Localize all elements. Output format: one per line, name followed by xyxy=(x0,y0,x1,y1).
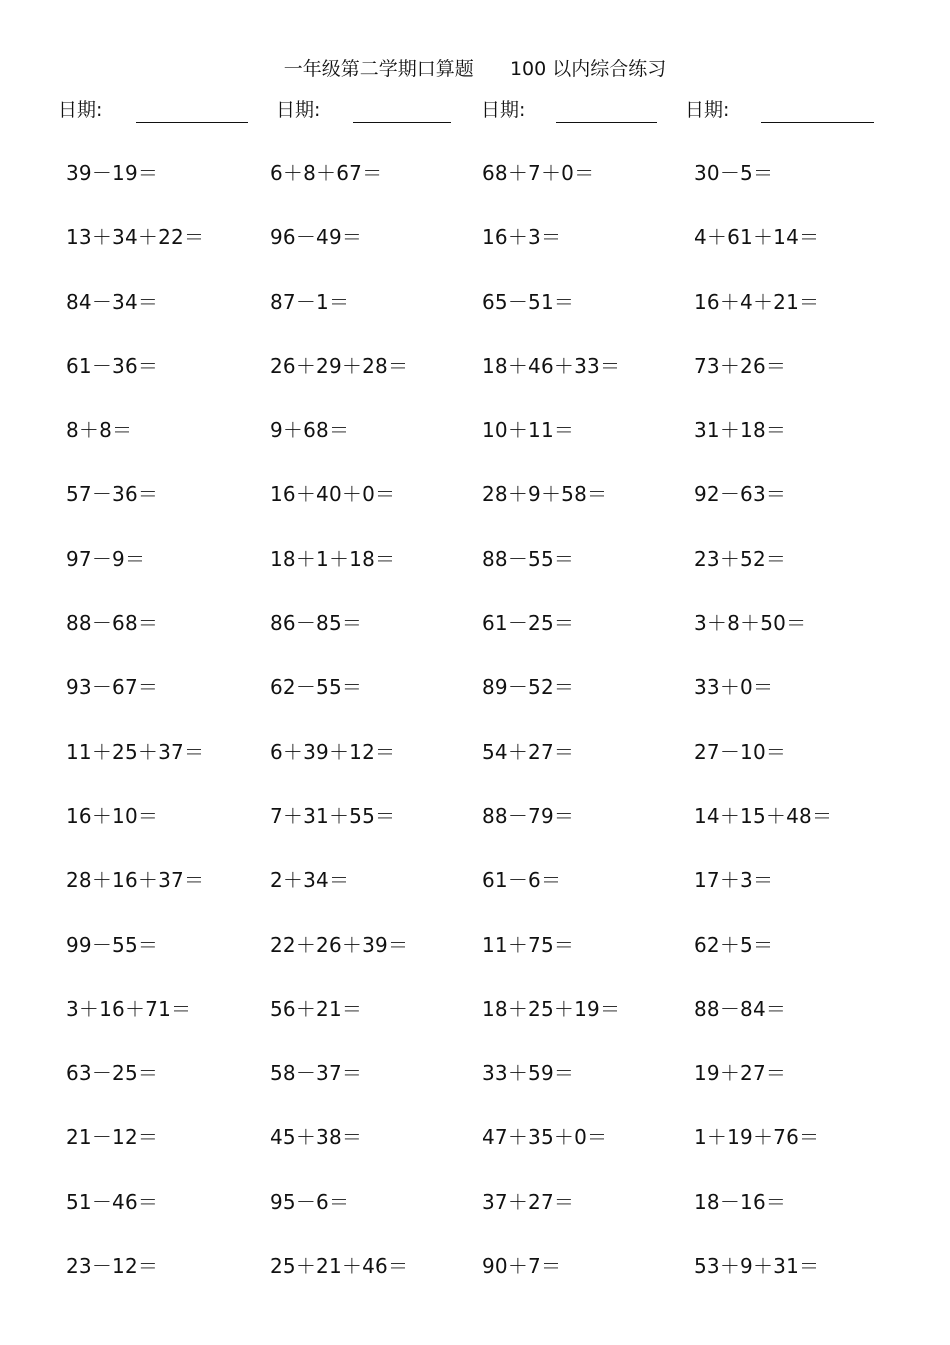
problem-item: 56＋21＝ xyxy=(270,996,363,1021)
problem-item: 54＋27＝ xyxy=(482,739,575,764)
problem-item: 93－67＝ xyxy=(66,675,159,700)
problem-row xyxy=(0,204,950,268)
problem-item: 1＋19＋76＝ xyxy=(694,1125,820,1150)
problem-item: 33＋59＝ xyxy=(482,1061,575,1086)
problem-row xyxy=(0,461,950,525)
problem-item: 73＋26＝ xyxy=(694,353,787,378)
problem-item: 37＋27＝ xyxy=(482,1189,575,1214)
problem-item: 10＋11＝ xyxy=(482,418,575,443)
problem-item: 30－5＝ xyxy=(694,161,774,185)
problem-item: 65－51＝ xyxy=(482,289,575,314)
problem-item: 7＋31＋55＝ xyxy=(270,803,396,828)
date-label: 日期: xyxy=(276,99,321,121)
problem-item: 2＋34＝ xyxy=(270,868,350,893)
date-label: 日期: xyxy=(685,99,730,121)
problem-item: 16＋4＋21＝ xyxy=(694,289,820,314)
problem-row xyxy=(0,526,950,590)
problem-item: 61－36＝ xyxy=(66,353,159,378)
date-row xyxy=(0,96,950,126)
date-blank-line[interactable] xyxy=(761,122,874,123)
problem-item: 3＋16＋71＝ xyxy=(66,996,192,1021)
problem-item: 25＋21＋46＝ xyxy=(270,1254,409,1279)
problem-row xyxy=(0,847,950,911)
problem-row xyxy=(0,269,950,333)
problem-item: 53＋9＋31＝ xyxy=(694,1254,820,1279)
problem-item: 6＋39＋12＝ xyxy=(270,739,396,764)
problem-item: 28＋16＋37＝ xyxy=(66,868,205,893)
problem-item: 23－12＝ xyxy=(66,1254,159,1279)
problem-item: 90＋7＝ xyxy=(482,1254,562,1279)
problem-item: 95－6＝ xyxy=(270,1189,350,1214)
problem-item: 62－55＝ xyxy=(270,675,363,700)
problem-item: 8＋8＝ xyxy=(66,418,133,443)
problem-item: 84－34＝ xyxy=(66,289,159,314)
problem-item: 57－36＝ xyxy=(66,482,159,507)
problem-item: 88－68＝ xyxy=(66,611,159,636)
problem-item: 86－85＝ xyxy=(270,611,363,636)
date-blank-line[interactable] xyxy=(136,122,248,123)
problem-item: 33＋0＝ xyxy=(694,675,774,700)
problem-item: 88－84＝ xyxy=(694,996,787,1021)
date-blank-line[interactable] xyxy=(556,122,657,123)
problem-item: 62＋5＝ xyxy=(694,932,774,957)
page-title: 一年级第二学期口算题 100 以内综合练习 xyxy=(283,58,667,80)
problem-item: 6＋8＋67＝ xyxy=(270,161,383,185)
problem-item: 11＋75＝ xyxy=(482,932,575,957)
problem-row xyxy=(0,333,950,397)
problem-item: 9＋68＝ xyxy=(270,418,350,443)
problem-row xyxy=(0,976,950,1040)
problem-item: 31＋18＝ xyxy=(694,418,787,443)
problem-row xyxy=(0,783,950,847)
problem-row xyxy=(0,719,950,783)
problem-item: 51－46＝ xyxy=(66,1189,159,1214)
problem-row xyxy=(0,1104,950,1168)
problem-item: 61－6＝ xyxy=(482,868,562,893)
problem-item: 21－12＝ xyxy=(66,1125,159,1150)
problem-row xyxy=(0,397,950,461)
problem-item: 45＋38＝ xyxy=(270,1125,363,1150)
problem-item: 99－55＝ xyxy=(66,932,159,957)
problem-item: 68＋7＋0＝ xyxy=(482,161,595,185)
problem-item: 14＋15＋48＝ xyxy=(694,803,833,828)
problem-item: 96－49＝ xyxy=(270,225,363,250)
date-label: 日期: xyxy=(58,99,103,121)
problem-row xyxy=(0,590,950,654)
problem-item: 4＋61＋14＝ xyxy=(694,225,820,250)
problem-row xyxy=(0,912,950,976)
problem-item: 92－63＝ xyxy=(694,482,787,507)
problem-item: 19＋27＝ xyxy=(694,1061,787,1086)
problem-row xyxy=(0,1040,950,1104)
problem-item: 16＋3＝ xyxy=(482,225,562,250)
problem-item: 23＋52＝ xyxy=(694,546,787,571)
problem-item: 63－25＝ xyxy=(66,1061,159,1086)
problem-item: 88－79＝ xyxy=(482,803,575,828)
problem-item: 16＋40＋0＝ xyxy=(270,482,396,507)
problem-item: 97－9＝ xyxy=(66,546,146,571)
date-label: 日期: xyxy=(481,99,526,121)
problem-item: 47＋35＋0＝ xyxy=(482,1125,608,1150)
problem-item: 28＋9＋58＝ xyxy=(482,482,608,507)
problem-item: 27－10＝ xyxy=(694,739,787,764)
date-blank-line[interactable] xyxy=(353,122,451,123)
problem-item: 18＋25＋19＝ xyxy=(482,996,621,1021)
problem-item: 26＋29＋28＝ xyxy=(270,353,409,378)
problem-item: 18－16＝ xyxy=(694,1189,787,1214)
problem-item: 88－55＝ xyxy=(482,546,575,571)
problem-item: 3＋8＋50＝ xyxy=(694,611,807,636)
problem-row xyxy=(0,1169,950,1233)
problem-grid xyxy=(0,140,950,1297)
problem-item: 87－1＝ xyxy=(270,289,350,314)
problem-row xyxy=(0,654,950,718)
problem-item: 89－52＝ xyxy=(482,675,575,700)
problem-row xyxy=(0,140,950,204)
problem-item: 22＋26＋39＝ xyxy=(270,932,409,957)
problem-item: 13＋34＋22＝ xyxy=(66,225,205,250)
problem-item: 61－25＝ xyxy=(482,611,575,636)
problem-item: 39－19＝ xyxy=(66,161,159,185)
problem-item: 18＋46＋33＝ xyxy=(482,353,621,378)
problem-item: 18＋1＋18＝ xyxy=(270,546,396,571)
problem-item: 58－37＝ xyxy=(270,1061,363,1086)
problem-row xyxy=(0,1233,950,1297)
problem-item: 17＋3＝ xyxy=(694,868,774,893)
problem-item: 16＋10＝ xyxy=(66,803,159,828)
problem-item: 11＋25＋37＝ xyxy=(66,739,205,764)
